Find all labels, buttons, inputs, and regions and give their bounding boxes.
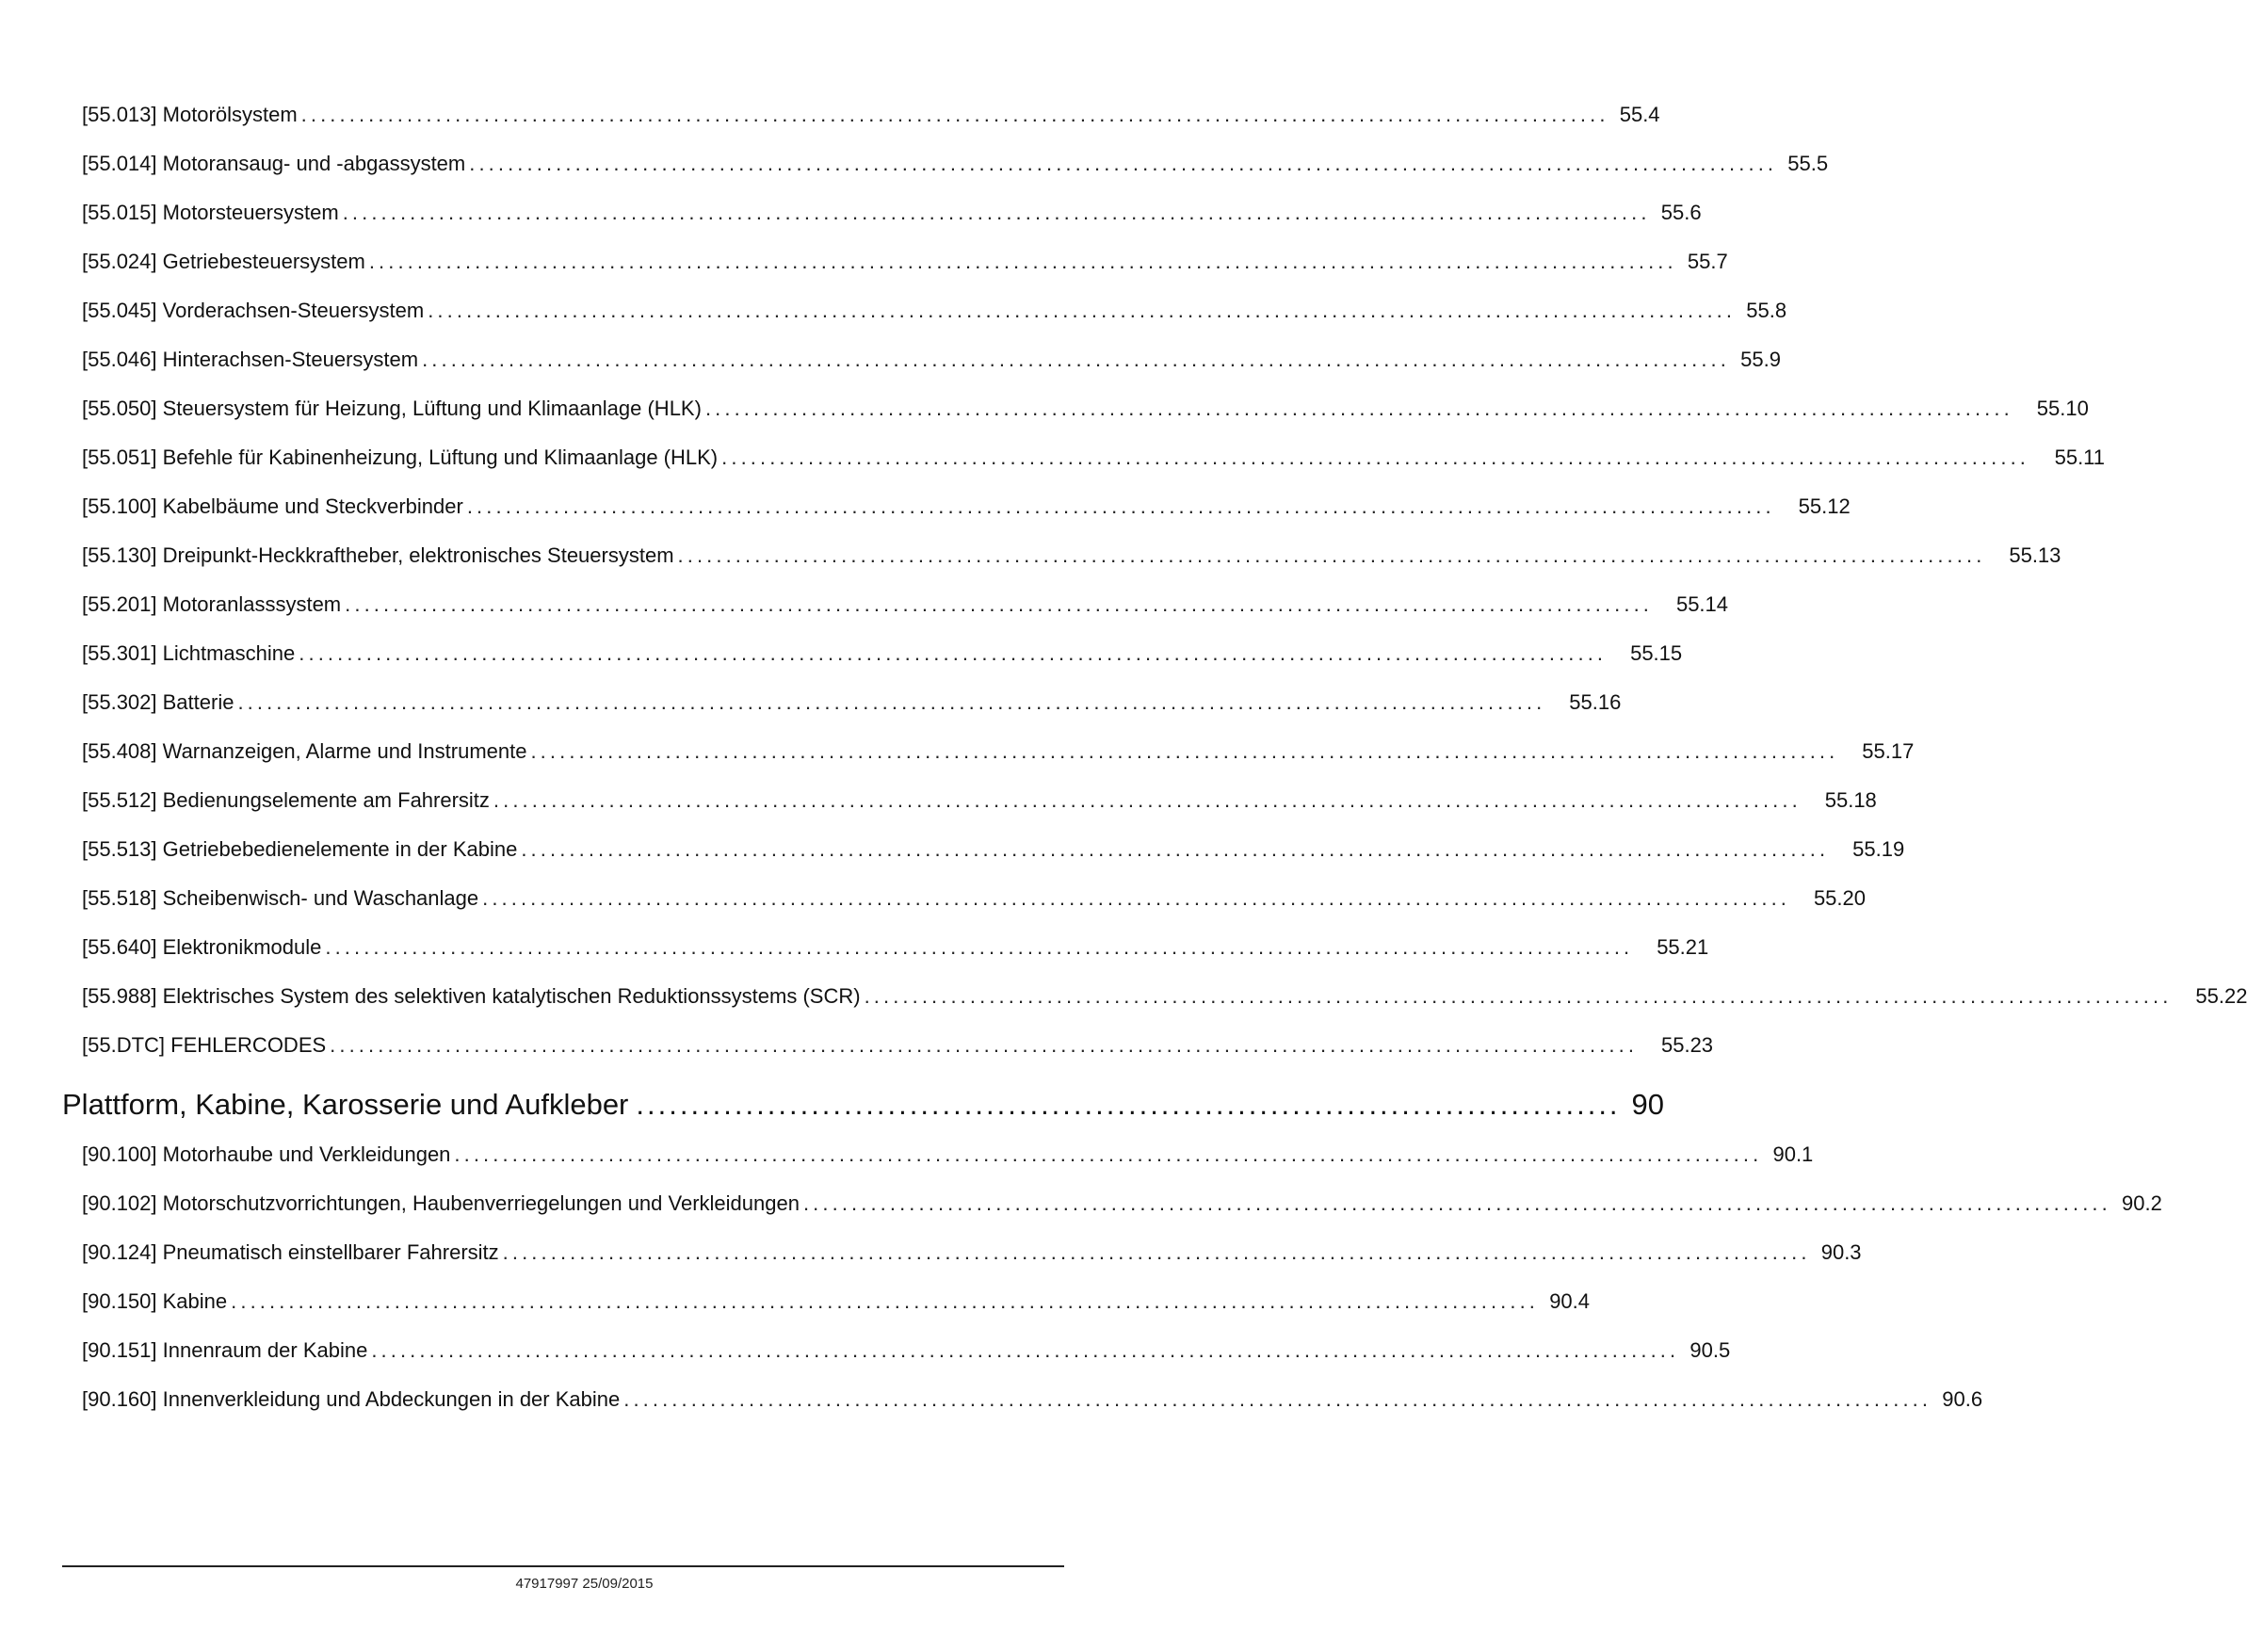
toc-entry[interactable]	[82, 1140, 1814, 1168]
toc-entry-page: 55.10	[2036, 397, 2089, 420]
dot-leader: ........................................................................................................................................	[299, 641, 1608, 665]
toc-entry[interactable]	[82, 100, 1660, 128]
toc-entry[interactable]	[82, 590, 1729, 618]
toc-entry-label: [55.518] Scheibenwisch- und Waschanlage	[82, 886, 479, 910]
dot-leader: ........................................................................................................................................	[466, 494, 1775, 518]
toc-entry[interactable]	[82, 443, 2106, 471]
toc-entry[interactable]	[82, 639, 1683, 667]
toc-entry-page: 55.8	[1746, 299, 1787, 322]
toc-entry-label: [55.100] Kabelbäume und Steckverbinder	[82, 494, 463, 518]
toc-entry[interactable]	[82, 834, 1905, 863]
toc-entry-page: 55.13	[2009, 543, 2061, 567]
toc-entry-page: 90.3	[1820, 1240, 1862, 1264]
toc-entry-label: [55.408] Warnanzeigen, Alarme und Instrumente	[82, 739, 527, 763]
dot-leader: ........................................................................................................................................	[300, 103, 1609, 126]
chapter-title: Plattform, Kabine, Karosserie und Aufkleber	[62, 1088, 629, 1121]
toc-entry-page: 55.6	[1660, 201, 1702, 224]
dot-leader: ........................................................................................................................................	[502, 1240, 1811, 1264]
dot-leader: ........................................................................................................................................	[345, 592, 1654, 616]
toc-entry[interactable]	[82, 981, 2247, 1010]
dot-leader: ........................................................................................................................................	[493, 788, 1802, 812]
toc-entry[interactable]	[82, 786, 1877, 814]
toc-entry[interactable]	[82, 394, 2089, 422]
toc-entry-page: 55.20	[1813, 886, 1866, 910]
toc-entry-page: 55.9	[1740, 348, 1781, 371]
toc-entry-page: 55.4	[1619, 103, 1660, 126]
dot-leader: ........................................................................................................................................	[231, 1289, 1540, 1313]
toc-entry-label: [55.201] Motoranlasssystem	[82, 592, 342, 616]
toc-entry-page: 55.5	[1787, 152, 1829, 175]
toc-entry-page: 90.5	[1689, 1338, 1731, 1362]
toc-entry[interactable]	[82, 1287, 1591, 1315]
toc-entry-label: [90.100] Motorhaube und Verkleidungen	[82, 1142, 451, 1166]
dot-leader: ........................................................................................................................................	[469, 152, 1778, 175]
toc-entry-page: 55.18	[1824, 788, 1877, 812]
dot-leader: ........................................................................................................................................	[802, 1191, 2111, 1215]
toc-entry-page: 90.6	[1942, 1387, 1983, 1411]
dot-leader: ..........................................................................................	[636, 1088, 1621, 1121]
dot-leader: ........................................................................................................................................	[330, 1033, 1639, 1057]
dot-leader: ........................................................................................................................................	[454, 1142, 1763, 1166]
toc-entry-page: 55.15	[1630, 641, 1683, 665]
toc-entry-page: 55.12	[1798, 494, 1851, 518]
toc-entry[interactable]	[82, 492, 1851, 520]
dot-leader: ........................................................................................................................................	[721, 445, 2030, 469]
toc-entry-label: [55.050] Steuersystem für Heizung, Lüftung und Klimaanlage (HLK)	[82, 397, 702, 420]
chapter-page: 90	[1631, 1088, 1665, 1121]
dot-leader: ........................................................................................................................................	[371, 1338, 1680, 1362]
toc-entry-label: [55.051] Befehle für Kabinenheizung, Lüftung und Klimaanlage (HLK)	[82, 445, 719, 469]
toc-entry-label: [55.130] Dreipunkt-Heckkraftheber, elektronisches Steuersystem	[82, 543, 674, 567]
toc-entry-page: 55.22	[2195, 984, 2247, 1008]
toc-entry[interactable]	[82, 198, 1702, 226]
toc-entry-label: [55.045] Vorderachsen-Steuersystem	[82, 299, 425, 322]
toc-entry[interactable]	[82, 1189, 2162, 1217]
dot-leader: ........................................................................................................................................	[864, 984, 2173, 1008]
toc-entry-label: [55.301] Lichtmaschine	[82, 641, 296, 665]
toc-entry-page: 55.14	[1675, 592, 1729, 616]
dot-leader: ........................................................................................................................................	[428, 299, 1737, 322]
dot-leader: ........................................................................................................................................	[623, 1387, 1932, 1411]
chapter-heading[interactable]	[62, 1081, 1665, 1123]
toc-entry-label: [90.160] Innenverkleidung und Abdeckungen in der Kabine	[82, 1387, 621, 1411]
toc-entry-label: [55.024] Getriebesteuersystem	[82, 250, 365, 273]
toc-entry-page: 55.21	[1657, 935, 1709, 959]
dot-leader: ........................................................................................................................................	[342, 201, 1651, 224]
toc-entry[interactable]	[82, 1030, 1714, 1059]
toc-entry[interactable]	[82, 296, 1787, 324]
toc-entry[interactable]	[82, 932, 1709, 961]
toc-entry-page: 90.2	[2122, 1191, 2162, 1215]
toc-entry-label: [90.151] Innenraum der Kabine	[82, 1338, 368, 1362]
toc-entry-label: [55.988] Elektrisches System des selektiven katalytischen Reduktionssystems (SCR)	[82, 984, 861, 1008]
toc-entry[interactable]	[82, 247, 1728, 275]
toc-entry[interactable]	[82, 1385, 1983, 1413]
toc-entry-label: [90.124] Pneumatisch einstellbarer Fahrersitz	[82, 1240, 499, 1264]
dot-leader: ........................................................................................................................................	[422, 348, 1730, 371]
toc-entry-page: 55.19	[1852, 837, 1905, 861]
toc-entry-label: [55.512] Bedienungselemente am Fahrersitz	[82, 788, 490, 812]
dot-leader: ........................................................................................................................................	[368, 250, 1677, 273]
toc-entry-page: 55.11	[2054, 445, 2106, 469]
toc-entry-label: [55.DTC] FEHLERCODES	[82, 1033, 327, 1057]
toc-entry-label: [90.102] Motorschutzvorrichtungen, Haubenverriegelungen und Verkleidungen	[82, 1191, 800, 1215]
dot-leader: ........................................................................................................................................	[521, 837, 1830, 861]
toc-entry-label: [55.013] Motorölsystem	[82, 103, 298, 126]
toc-entry[interactable]	[82, 688, 1622, 716]
toc-entry-page: 90.1	[1772, 1142, 1814, 1166]
toc-entry-page: 55.17	[1862, 739, 1915, 763]
toc-entry-page: 55.7	[1687, 250, 1728, 273]
toc-entry[interactable]	[82, 1238, 1862, 1266]
toc-entry-page: 55.23	[1660, 1033, 1714, 1057]
toc-entry-label: [55.014] Motoransaug- und -abgassystem	[82, 152, 466, 175]
toc-entry-label: [55.640] Elektronikmodule	[82, 935, 322, 959]
dot-leader: ........................................................................................................................................	[530, 739, 1839, 763]
toc-entry-label: [55.015] Motorsteuersystem	[82, 201, 339, 224]
toc-entry[interactable]	[82, 737, 1915, 765]
toc-entry[interactable]	[82, 149, 1829, 177]
toc-entry[interactable]	[82, 883, 1866, 912]
toc-entry-label: [55.302] Batterie	[82, 690, 234, 714]
toc-entry[interactable]	[82, 541, 2061, 569]
toc-entry[interactable]	[82, 345, 1781, 373]
toc-entry-label: [90.150] Kabine	[82, 1289, 228, 1313]
toc-entry-label: [55.046] Hinterachsen-Steuersystem	[82, 348, 419, 371]
footer-divider	[62, 1565, 1064, 1567]
dot-leader: ........................................................................................................................................	[704, 397, 2013, 420]
toc-entry[interactable]	[82, 1336, 1731, 1364]
dot-leader: ........................................................................................................................................	[325, 935, 1634, 959]
footer-doc-id-date: 47917997 25/09/2015	[515, 1576, 654, 1592]
dot-leader: ........................................................................................................................................	[677, 543, 1986, 567]
toc-entry-page: 55.16	[1569, 690, 1622, 714]
toc-entry-label: [55.513] Getriebebedienelemente in der Kabine	[82, 837, 518, 861]
dot-leader: ........................................................................................................................................	[237, 690, 1546, 714]
toc-entry-page: 90.4	[1549, 1289, 1591, 1313]
dot-leader: ........................................................................................................................................	[482, 886, 1790, 910]
